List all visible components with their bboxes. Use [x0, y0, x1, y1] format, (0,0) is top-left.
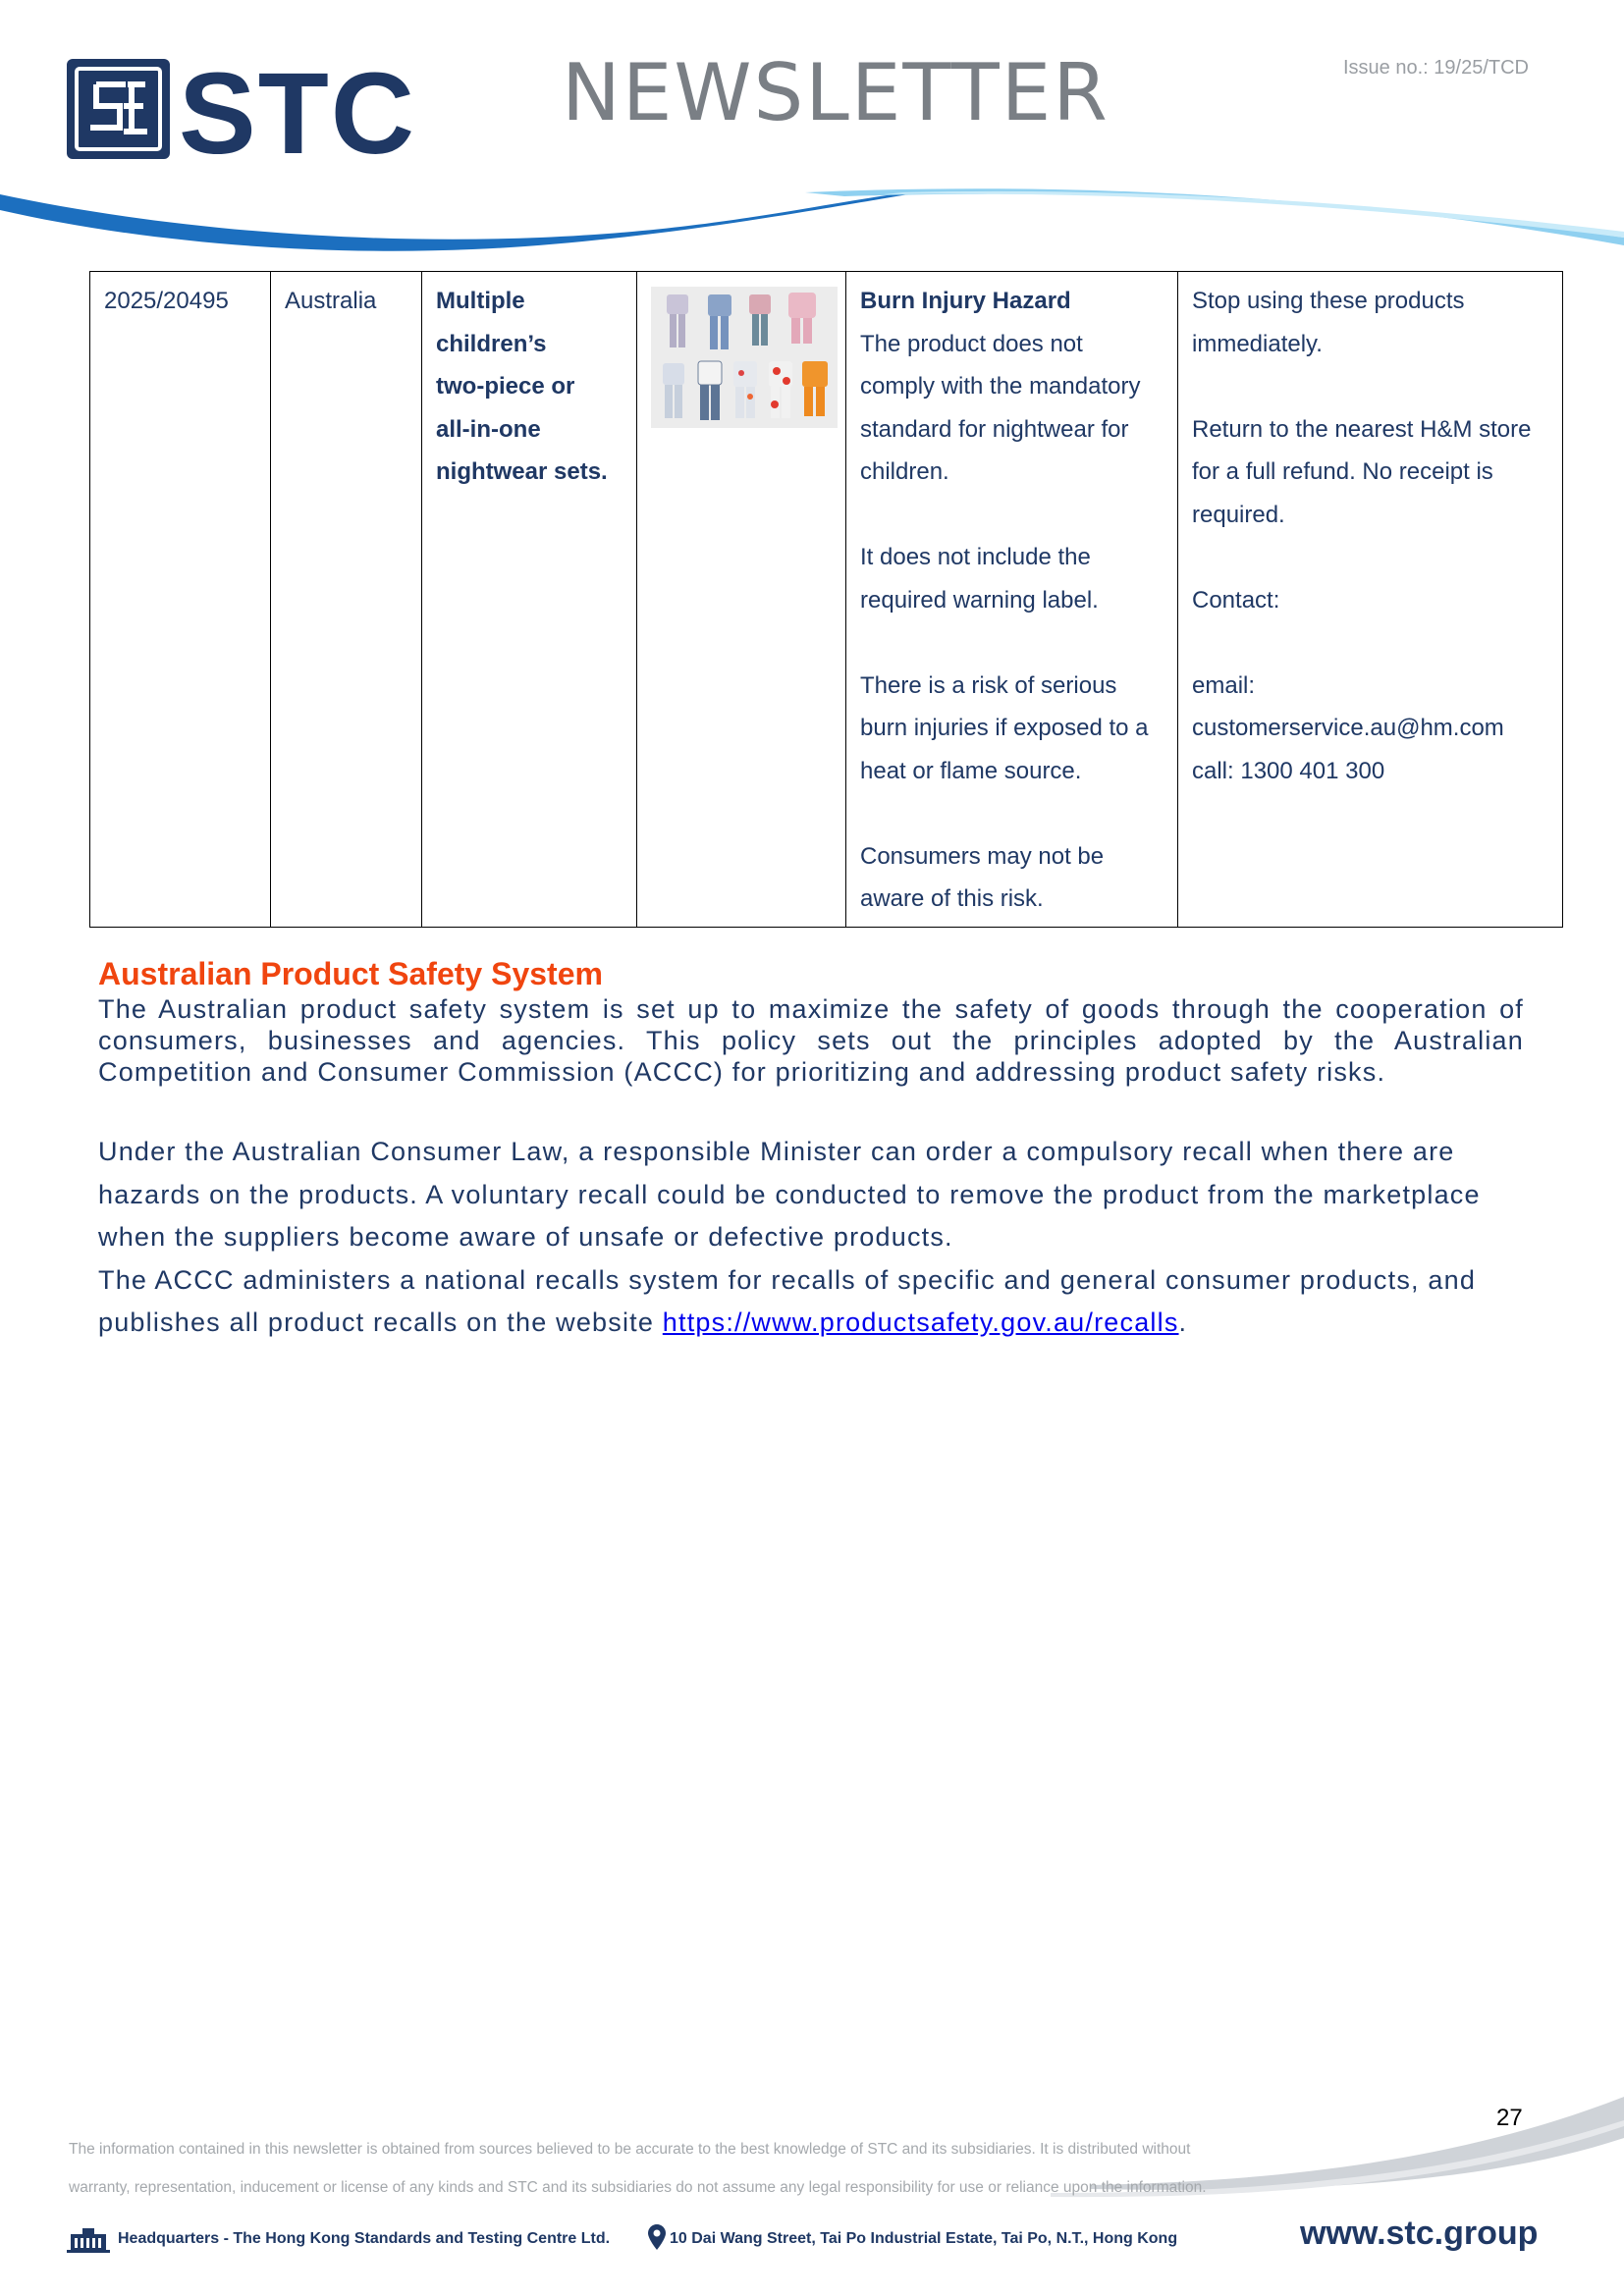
country: Australia — [285, 288, 377, 314]
stc-logo — [67, 55, 460, 163]
children-nightwear-photo — [651, 287, 838, 428]
hazard-line: It does not include the — [860, 544, 1091, 570]
hazard-line: heat or flame source. — [860, 757, 1082, 784]
website-link[interactable]: www.stc.group — [1300, 2215, 1539, 2252]
product-line: Multiple — [436, 288, 525, 314]
product-line: all-in-one — [436, 415, 541, 443]
contact-label: Contact: — [1192, 586, 1280, 614]
email-label: email: — [1192, 671, 1256, 699]
phone-number: call: 1300 401 300 — [1192, 757, 1385, 784]
disclaimer-line: warranty, representation, inducement or license of any kinds and STC and its subsidiaries do not assume any legal responsibility for use or reliance upon the information. — [69, 2179, 1207, 2196]
remedy-line: required. — [1192, 501, 1285, 528]
headquarters-text: Headquarters - The Hong Kong Standards and Testing Centre Ltd. — [118, 2230, 611, 2247]
accc-text-end: . — [1178, 1308, 1188, 1337]
issue-number: Issue no.: 19/25/TCD — [1343, 57, 1529, 79]
product-line: two-piece or — [436, 373, 575, 400]
hazard-line: The product does not — [860, 330, 1083, 357]
table-row — [90, 272, 1563, 928]
hazard-line: aware of this risk. — [860, 885, 1044, 912]
section-heading: Australian Product Safety System — [98, 956, 603, 991]
remedy-line: for a full refund. No receipt is — [1192, 458, 1493, 485]
remedy-line: Stop using these products — [1192, 288, 1465, 314]
remedy-line: Return to the nearest H&M store — [1192, 415, 1532, 443]
product-line: nightwear sets. — [436, 458, 608, 485]
email-address[interactable]: customerservice.au@hm.com — [1192, 715, 1504, 741]
hazard-title: Burn Injury Hazard — [860, 288, 1071, 314]
product-cell — [422, 272, 637, 928]
hazard-line: There is a risk of serious — [860, 671, 1117, 699]
hazard-line: standard for nightwear for — [860, 415, 1129, 443]
remedy-line: immediately. — [1192, 330, 1323, 357]
reference-number: 2025/20495 — [104, 288, 229, 314]
recall-table — [89, 271, 1563, 928]
body-paragraphs — [98, 1131, 1524, 1345]
building-icon — [65, 2226, 112, 2254]
page-number: 27 — [1496, 2105, 1523, 2131]
intro-paragraph: The Australian product safety system is set up to maximize the safety of goods through the cooperation of consumers, businesses and agencies. This policy sets out the principles adopted by the Australian Competition and Consumer Commission (ACCC) for prioritizing and addressing product safety risks. — [98, 994, 1524, 1087]
hazard-line: comply with the mandatory — [860, 373, 1141, 400]
logo-text: STC — [179, 55, 416, 163]
hazard-cell — [846, 272, 1178, 928]
hazard-line: children. — [860, 458, 949, 485]
remedy-cell — [1178, 272, 1563, 928]
newsletter-title: NEWSLETTER — [562, 47, 1110, 138]
header-swoosh — [0, 187, 1624, 265]
hazard-line: required warning label. — [860, 586, 1099, 614]
recall-law-paragraph: Under the Australian Consumer Law, a responsible Minister can order a compulsory recall when there are hazards on the products. A voluntary recall could be conducted to remove the product from the marketplace when the suppliers become aware of unsafe or defective products. — [98, 1137, 1481, 1252]
image-cell — [637, 272, 846, 928]
accc-paragraph — [98, 1259, 1524, 1345]
address-text: 10 Dai Wang Street, Tai Po Industrial Estate, Tai Po, N.T., Hong Kong — [670, 2230, 1178, 2247]
hazard-line: Consumers may not be — [860, 842, 1105, 870]
hazard-line: burn injuries if exposed to a — [860, 715, 1149, 741]
map-pin-icon — [648, 2224, 666, 2250]
disclaimer — [69, 2130, 1345, 2207]
reference-cell — [90, 272, 271, 928]
accc-text: The ACCC administers a national recalls system for recalls of specific and general consumer products, and publishes all product recalls on the website — [98, 1264, 1477, 1337]
disclaimer-line: The information contained in this newsletter is obtained from sources believed to be accurate to the best knowledge of STC and its subsidiaries. It is distributed without — [69, 2141, 1191, 2158]
country-cell — [271, 272, 422, 928]
recalls-website-link[interactable]: https://www.productsafety.gov.au/recalls — [662, 1308, 1179, 1337]
product-line: children’s — [436, 330, 547, 357]
